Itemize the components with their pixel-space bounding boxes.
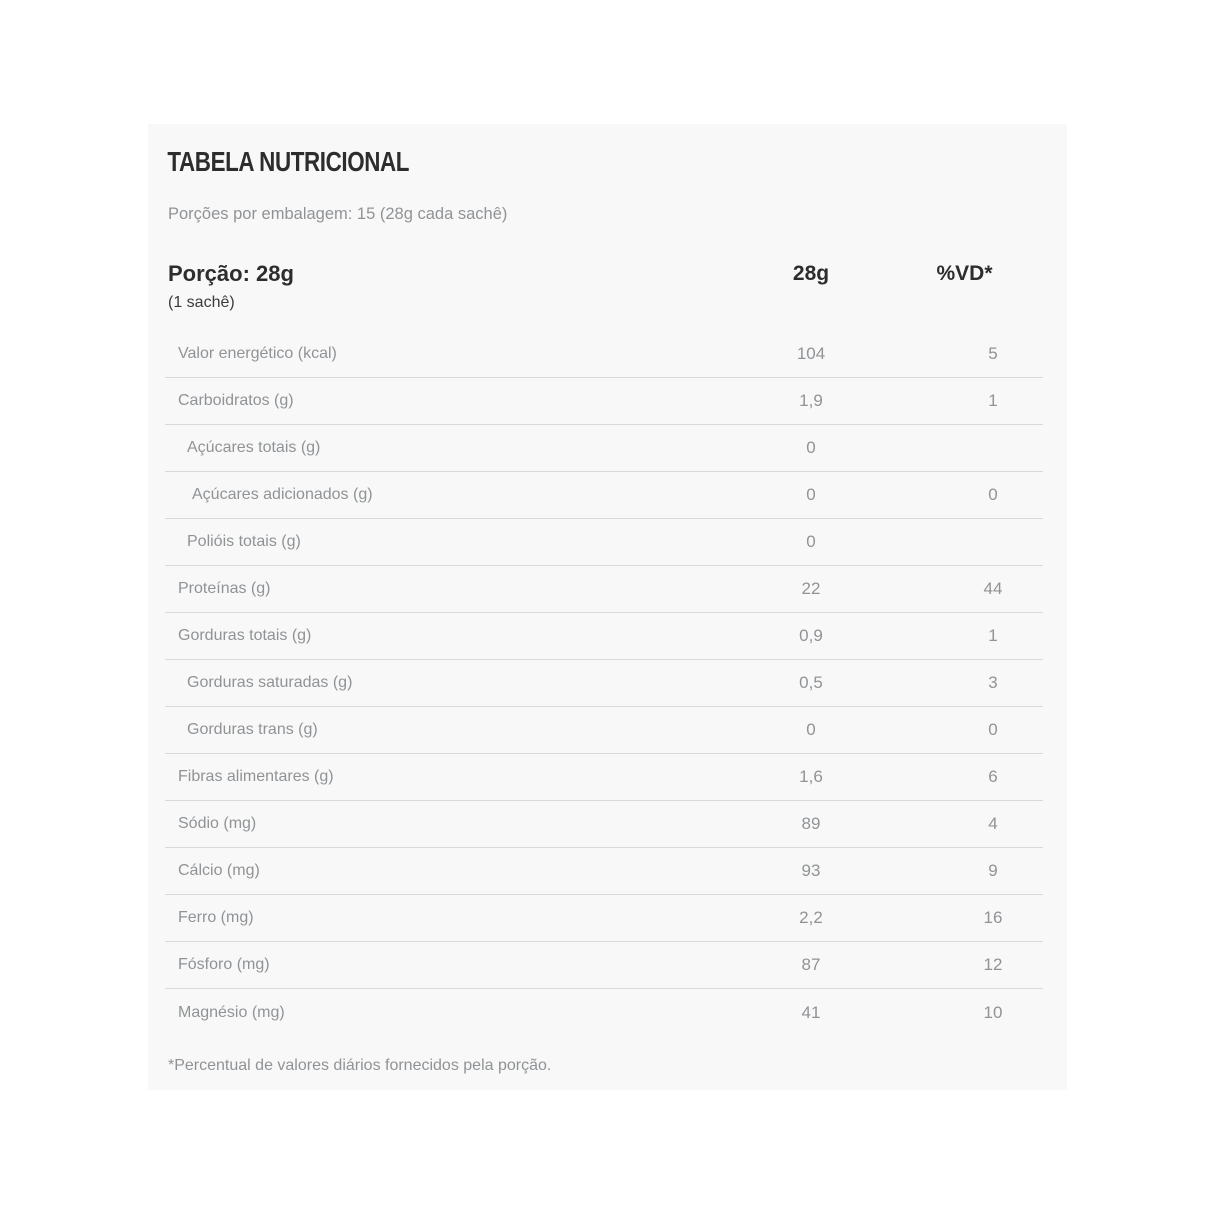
- row-daily-value: 0: [988, 485, 998, 504]
- row-amount: 22: [801, 579, 821, 598]
- row-amount: 41: [801, 1002, 821, 1022]
- row-label: Açúcares totais (g): [187, 439, 321, 456]
- row-daily-value: 4: [988, 814, 998, 833]
- row-amount: 0: [806, 438, 816, 457]
- table-row: [165, 425, 1043, 472]
- column-header-daily-value: %VD*: [936, 262, 993, 285]
- column-header-amount: 28g: [792, 262, 830, 285]
- row-amount: 93: [801, 861, 821, 880]
- row-daily-value: 44: [983, 579, 1003, 598]
- nutrition-facts-card: [148, 124, 1067, 1090]
- table-row: [165, 895, 1043, 942]
- row-amount: 0: [806, 532, 816, 551]
- row-amount: 104: [796, 344, 826, 363]
- table-row: [165, 613, 1043, 660]
- row-label: Carboidratos (g): [178, 392, 294, 409]
- row-label: Açúcares adicionados (g): [192, 486, 373, 503]
- row-amount: 1,6: [799, 767, 823, 786]
- row-amount: 0: [806, 720, 816, 739]
- portion-size-label: Porção: 28g: [168, 261, 294, 286]
- table-row: [165, 707, 1043, 754]
- row-daily-value: 1: [988, 391, 998, 410]
- row-amount: 89: [801, 814, 821, 833]
- table-row: [165, 472, 1043, 519]
- row-label: Gorduras trans (g): [187, 721, 318, 738]
- row-label: Sódio (mg): [178, 815, 257, 832]
- row-label: Fibras alimentares (g): [178, 768, 334, 785]
- row-label: Proteínas (g): [178, 580, 271, 597]
- table-row: [165, 754, 1043, 801]
- row-amount: 87: [801, 955, 821, 974]
- row-label: Magnésio (mg): [178, 1003, 285, 1021]
- row-amount: 2,2: [799, 908, 823, 927]
- table-row: [165, 942, 1043, 989]
- row-daily-value: 10: [983, 1002, 1003, 1022]
- row-daily-value: 3: [988, 673, 998, 692]
- row-amount: 0: [806, 485, 816, 504]
- table-row: [165, 660, 1043, 707]
- row-label: Gorduras totais (g): [178, 627, 312, 644]
- portion-sub-label: (1 sachê): [168, 294, 235, 311]
- row-label: Valor energético (kcal): [178, 345, 337, 362]
- table-row: [165, 566, 1043, 613]
- table-row: [165, 848, 1043, 895]
- row-label: Ferro (mg): [178, 909, 254, 926]
- row-daily-value: 0: [988, 720, 998, 739]
- row-label: Gorduras saturadas (g): [187, 674, 353, 691]
- row-label: Cálcio (mg): [178, 862, 260, 879]
- daily-value-footnote: *Percentual de valores diários fornecidos pela porção.: [168, 1057, 552, 1074]
- table-header-row: [165, 261, 1043, 287]
- row-label: Fósforo (mg): [178, 956, 270, 973]
- table-row: [165, 378, 1043, 425]
- nutrition-table-title: TABELA NUTRICIONAL: [167, 146, 410, 177]
- table-row: [165, 801, 1043, 848]
- servings-per-package-note: Porções por embalagem: 15 (28g cada sachê): [168, 205, 508, 223]
- nutrition-table-body: [165, 331, 1043, 1036]
- row-daily-value: 5: [988, 344, 998, 363]
- row-daily-value: 6: [988, 767, 998, 786]
- row-amount: 0,9: [799, 626, 823, 645]
- row-daily-value: 1: [988, 626, 998, 645]
- row-daily-value: 12: [983, 955, 1003, 974]
- table-row: [165, 331, 1043, 378]
- table-row: [165, 519, 1043, 566]
- row-amount: 1,9: [799, 391, 823, 410]
- row-daily-value: 16: [983, 908, 1003, 927]
- row-daily-value: 9: [988, 861, 998, 880]
- row-label: Polióis totais (g): [187, 533, 301, 550]
- table-row: [165, 989, 1043, 1036]
- row-amount: 0,5: [799, 673, 823, 692]
